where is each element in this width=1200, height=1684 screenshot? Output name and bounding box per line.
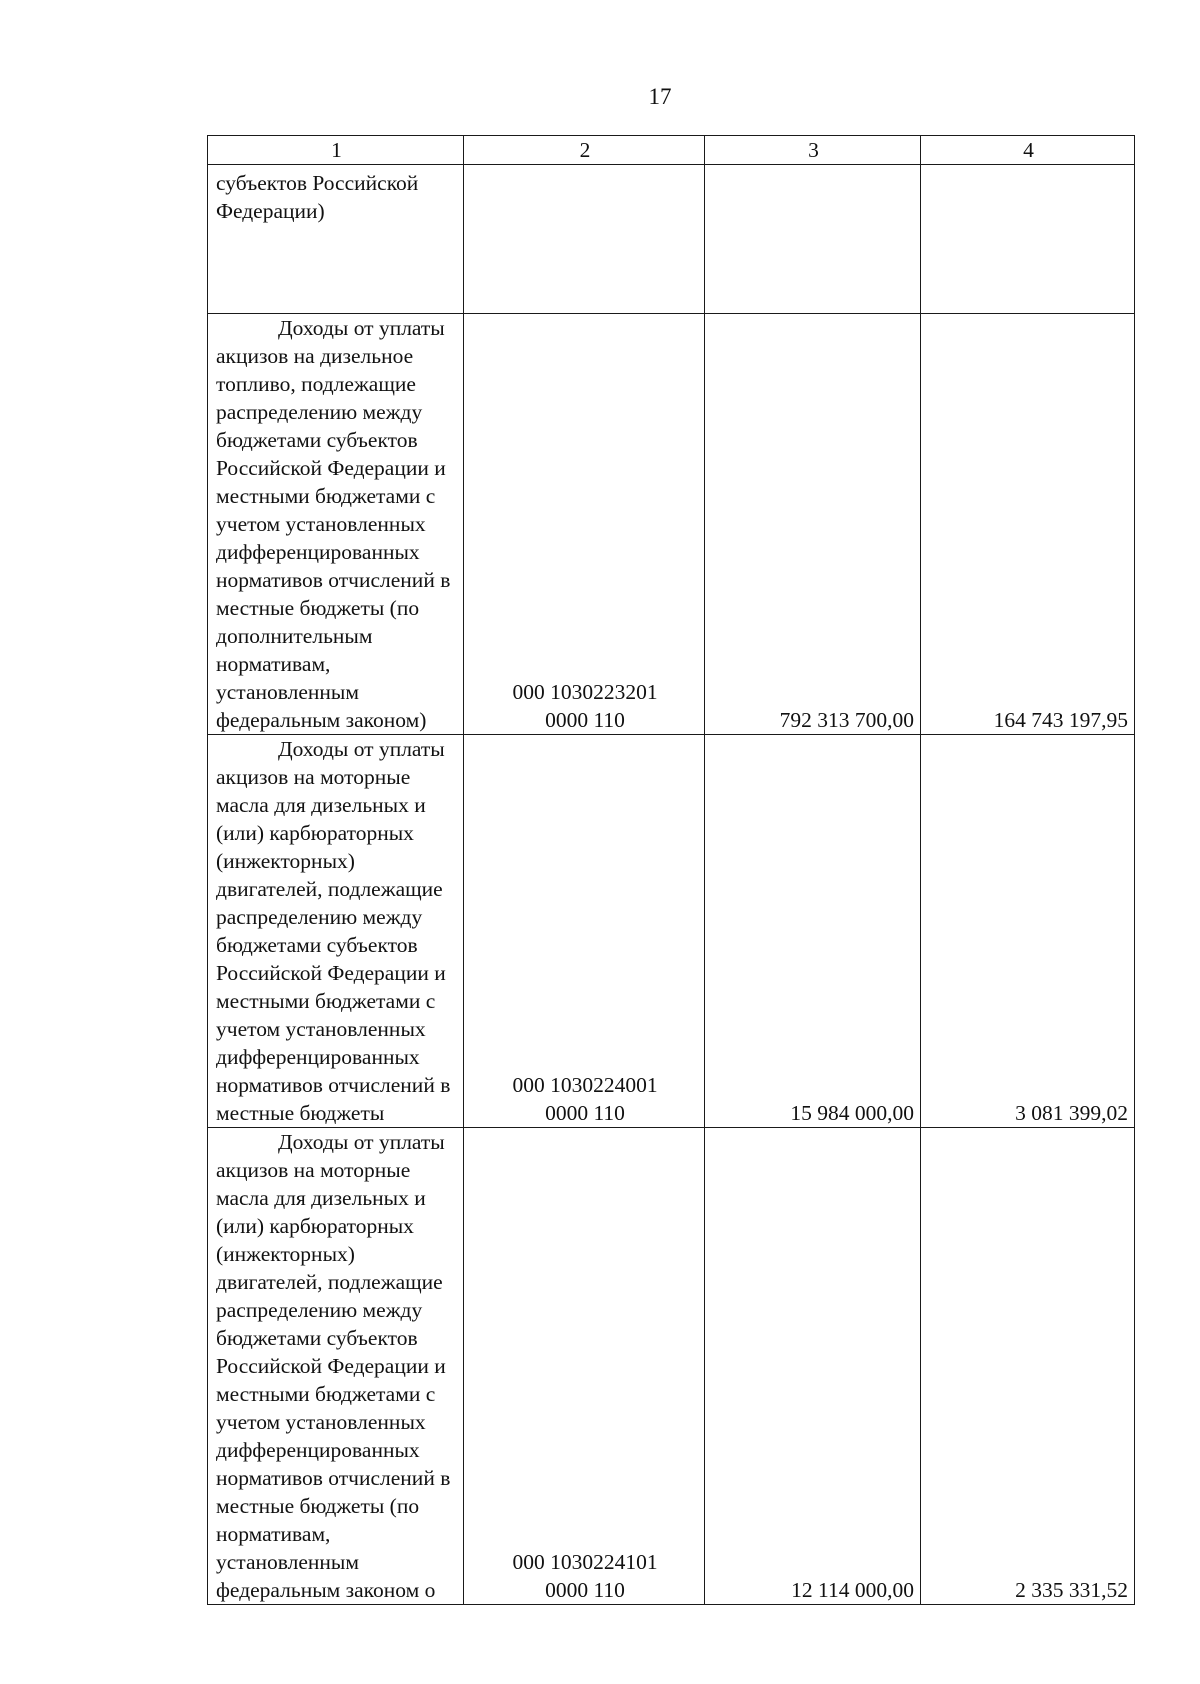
row-name-first-line: Доходы от уплаты xyxy=(278,737,445,761)
row-value-col4-cell xyxy=(921,165,1135,314)
row-value-col3-cell: 12 114 000,00 xyxy=(705,1128,921,1605)
row-value-col4-cell: 164 743 197,95 xyxy=(921,314,1135,735)
row-name-text: акцизов на моторные масла для дизельных и (или) карбюраторных (инжекторных) двигателей, подлежащие распределению между бюджетами субъектов Российской Федерации и местными бюджетами с учетом установленных дифференцированных нормативов отчислений в местные бюджеты (по нормативам, установленным федеральным законом о xyxy=(216,1158,451,1602)
table-row xyxy=(208,314,1135,735)
row-name-cell xyxy=(208,735,464,1128)
row-name-first-line: Доходы от уплаты xyxy=(278,316,445,340)
table-row xyxy=(208,735,1135,1128)
page-number: 17 xyxy=(648,84,672,109)
column-header-2: 2 xyxy=(464,136,705,165)
row-value-col3-cell xyxy=(705,165,921,314)
row-name-cell xyxy=(208,165,464,314)
row-value-col3-cell: 15 984 000,00 xyxy=(705,735,921,1128)
row-code-cell: 000 1030224101 0000 110 xyxy=(464,1128,705,1605)
row-value-col4-cell: 2 335 331,52 xyxy=(921,1128,1135,1605)
row-code-cell: 000 1030223201 0000 110 xyxy=(464,314,705,735)
row-code-cell xyxy=(464,165,705,314)
table-row xyxy=(208,1128,1135,1605)
table-row xyxy=(208,165,1135,314)
revenue-table xyxy=(207,135,1135,1605)
row-value-col3-cell: 792 313 700,00 xyxy=(705,314,921,735)
row-name-cell xyxy=(208,1128,464,1605)
table-header-row xyxy=(208,136,1135,165)
row-value-col4-cell: 3 081 399,02 xyxy=(921,735,1135,1128)
row-name-text: акцизов на дизельное топливо, подлежащие распределению между бюджетами субъектов Российской Федерации и местными бюджетами с учетом установленных дифференцированных нормативов отчислений в местные бюджеты (по дополнительным нормативам, установленным федеральным законом) xyxy=(216,344,451,732)
row-name-cell xyxy=(208,314,464,735)
column-header-3: 3 xyxy=(705,136,921,165)
column-header-1: 1 xyxy=(208,136,464,165)
row-name-text: акцизов на моторные масла для дизельных и (или) карбюраторных (инжекторных) двигателей, подлежащие распределению между бюджетами субъектов Российской Федерации и местными бюджетами с учетом установленных дифференцированных нормативов отчислений в местные бюджеты xyxy=(216,765,451,1125)
row-name-text: субъектов Российской Федерации) xyxy=(216,171,419,223)
column-header-4: 4 xyxy=(921,136,1135,165)
row-code-cell: 000 1030224001 0000 110 xyxy=(464,735,705,1128)
row-name-first-line: Доходы от уплаты xyxy=(278,1130,445,1154)
